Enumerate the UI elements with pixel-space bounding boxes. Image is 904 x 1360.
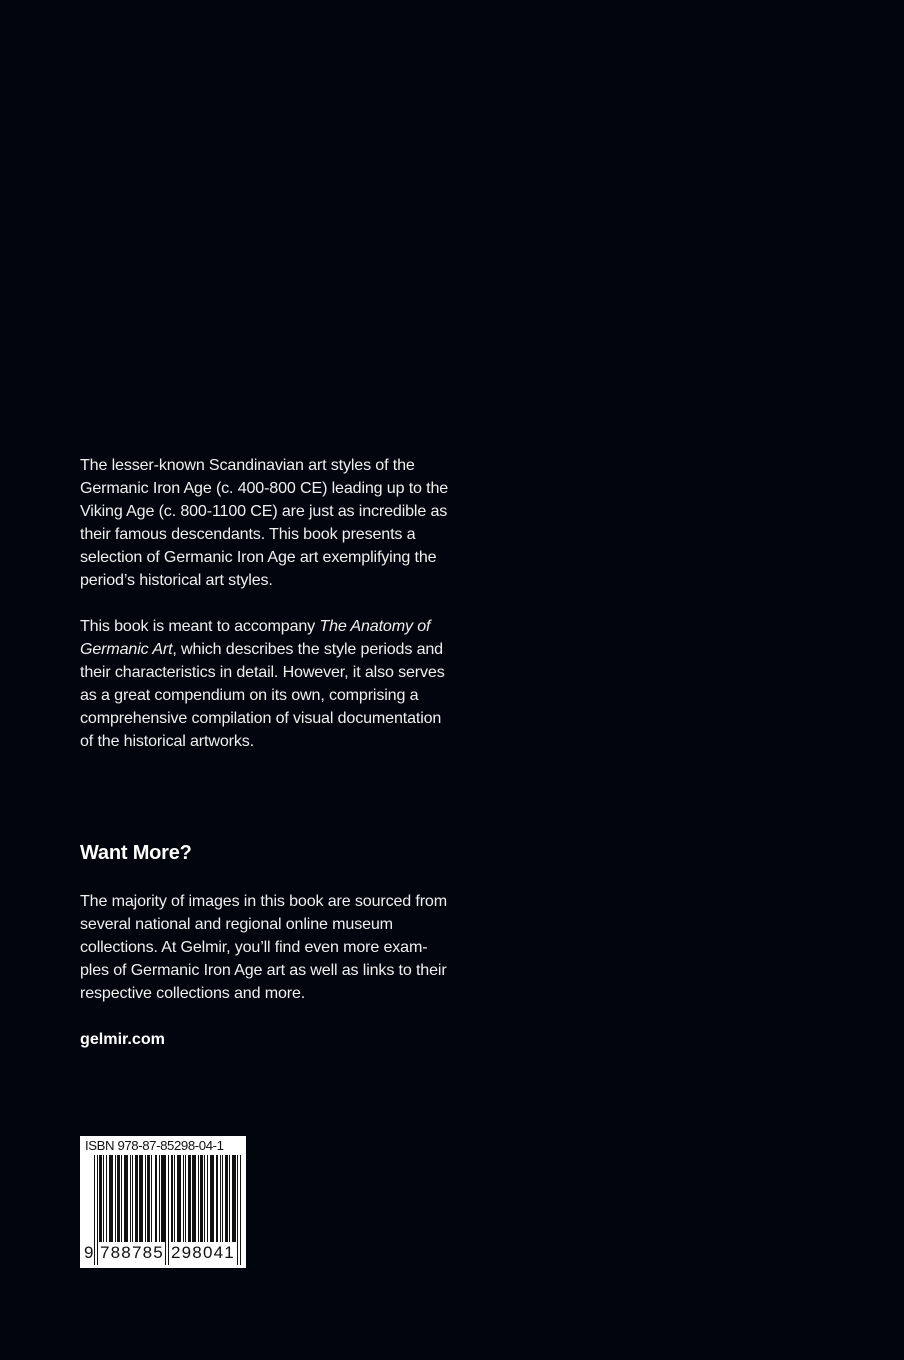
barcode-guard-bar (165, 1155, 166, 1265)
barcode-bar (188, 1155, 191, 1243)
barcode-digit-first: 9 (84, 1243, 94, 1262)
intro-paragraph-1: The lesser-known Scandinavian art styles of the Germanic Iron Age (c. 400-800 CE) leading up to the Viking Age (c. 800-1100 CE) are just as incredible as their famous descendants. This book presents a selection of Germanic Iron Age art exemplifying the period’s historical art styles. (80, 456, 449, 589)
barcode-bar (192, 1155, 196, 1243)
barcode-bar (225, 1155, 228, 1243)
barcode-bar (135, 1155, 138, 1243)
barcode-bar (132, 1155, 133, 1243)
barcode-bar (117, 1155, 120, 1243)
barcode-bar (222, 1155, 223, 1243)
barcode-digits-right: 298041 (171, 1243, 235, 1262)
isbn-label: ISBN 978-87-85298-04-1 (85, 1138, 224, 1153)
barcode-bar (177, 1155, 181, 1243)
barcode-bar (200, 1155, 203, 1243)
barcode-bar (115, 1155, 116, 1243)
isbn-barcode (80, 1136, 246, 1268)
barcode-bar (216, 1155, 219, 1243)
want-more-section (80, 890, 450, 1005)
barcode-bar (106, 1155, 107, 1243)
barcode-bar (198, 1155, 199, 1243)
barcode-bar (171, 1155, 174, 1243)
barcode-guard-bar (237, 1155, 238, 1265)
barcode-bar (139, 1155, 143, 1243)
barcode-bar (124, 1155, 128, 1243)
barcode-bar (103, 1155, 104, 1243)
barcode-bar (151, 1155, 152, 1243)
barcode-bar (174, 1155, 175, 1243)
intro-section (80, 454, 450, 753)
barcode-bar (229, 1155, 230, 1243)
barcode-bar (232, 1155, 236, 1243)
barcode-guard-bar (97, 1155, 98, 1265)
barcode-bar (121, 1155, 122, 1243)
barcode-bar (204, 1155, 205, 1243)
barcode-bar (183, 1155, 184, 1243)
website-link[interactable]: gelmir.com (80, 1030, 165, 1048)
barcode-guard-bar (94, 1155, 95, 1265)
barcode-guard-bar (168, 1155, 169, 1265)
intro-paragraph-2-lead: This book is meant to accompany (80, 617, 320, 635)
intro-paragraph-2 (80, 615, 450, 753)
barcode-bar (220, 1155, 221, 1243)
barcode-bar (130, 1155, 131, 1243)
barcode-bar (99, 1155, 102, 1243)
barcode-bar (155, 1155, 158, 1243)
want-more-heading: Want More? (80, 842, 192, 864)
barcode-bar (207, 1155, 208, 1243)
barcode-bar (145, 1155, 146, 1243)
barcode-bar (147, 1155, 150, 1243)
want-more-paragraph: The majority of images in this book are sourced from several national and regional online museum collections. At Gelmir, you’ll find even more exam-ples of Germanic Iron Age art as well as links to their respective collections and more. (80, 892, 447, 1002)
barcode-bar (210, 1155, 214, 1243)
barcode-bar (109, 1155, 113, 1243)
barcode-digits-left: 788785 (100, 1243, 164, 1262)
barcode-guard-bar (240, 1155, 241, 1265)
companion-book-title: The Anatomy of Germanic Art (80, 617, 431, 658)
barcode-bar (159, 1155, 160, 1243)
barcode-bar (185, 1155, 186, 1243)
intro-paragraph-2-rest: , which describes the style periods and their characteristics in detail. However, it also serves as a great compendium on its own, comprising a comprehensive compilation of visual documentation of the historical artworks. (80, 640, 445, 750)
